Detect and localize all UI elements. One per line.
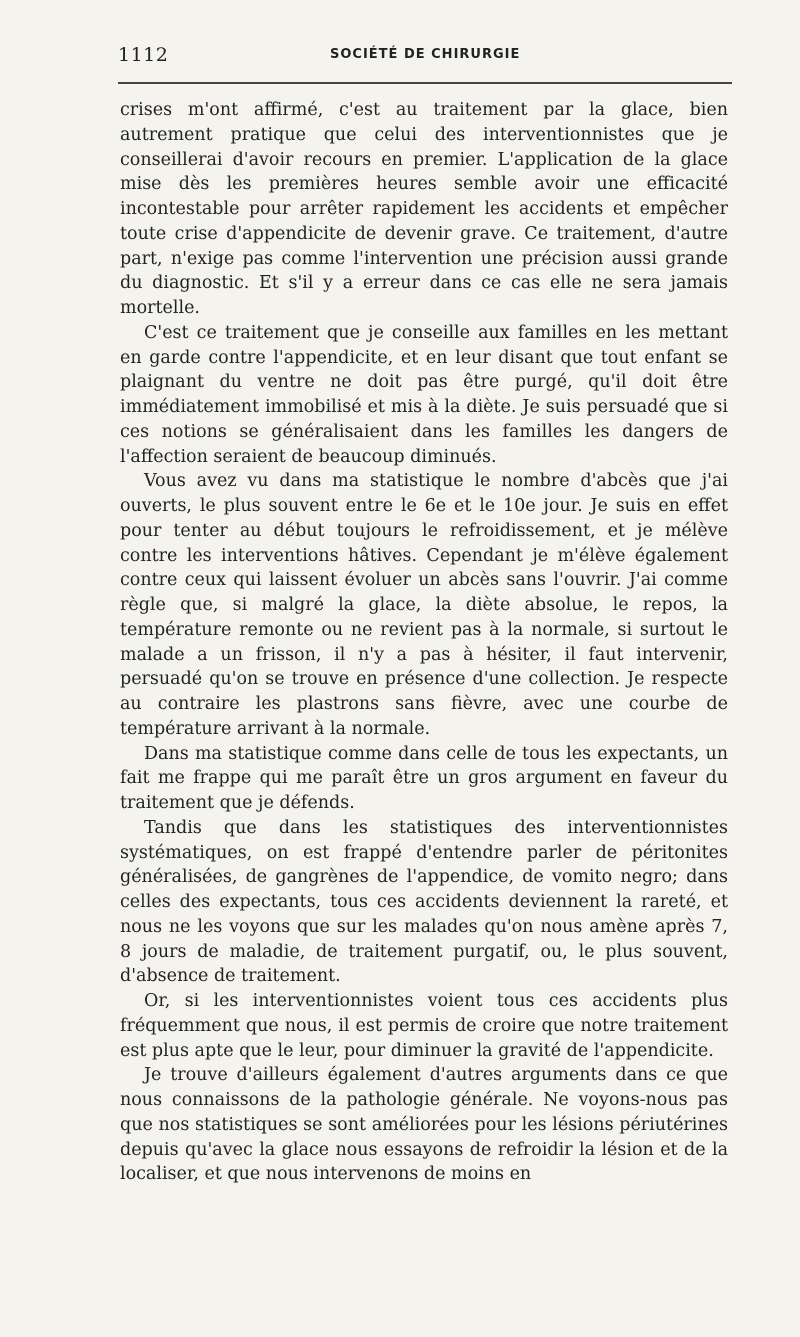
paragraph-3: Vous avez vu dans ma statistique le nombre d'abcès que j'ai ouverts, le plus souvent entre le 6e et le 10e jour. Je suis en effet pour tenter au début toujours le refroidissement, et je mélève contre les interventions hâtives. Cependant je m'élève également contre ceux qui laissent évoluer un abcès sans l'ouvrir. J'ai comme règle que, si malgré la glace, la diète absolue, le repos, la température remonte ou ne revient pas à la normale, si surtout le malade a un frisson, il n'y a pas à hésiter, il faut intervenir, persuadé qu'on se trouve en présence d'une collection. Je respecte au contraire les plastrons sans fièvre, avec une courbe de température arrivant à la normale. [120, 471, 728, 739]
paragraph-6: Or, si les interventionnistes voient tous ces accidents plus fréquemment que nous, il est permis de croire que notre traitement est plus apte que le leur, pour diminuer la gravité de l'appendicite. [120, 991, 728, 1061]
paragraph-1: crises m'ont affirmé, c'est au traitement par la glace, bien autrement pratique que celui des interventionnistes que je conseillerai d'avoir recours en premier. L'application de la glace mise dès les premières heures semble avoir une efficacité incontestable pour arrêter rapidement les accidents et empêcher toute crise d'appendicite de devenir grave. Ce traitement, d'autre part, n'exige pas comme l'intervention une précision aussi grande du diagnostic. Et s'il y a erreur dans ce cas elle ne sera jamais mortelle. [120, 100, 728, 318]
paragraph-2: C'est ce traitement que je conseille aux familles en les mettant en garde contre l'appendicite, et en leur disant que tout enfant se plaignant du ventre ne doit pas être purgé, qu'il doit être immédiatement immobilisé et mis à la diète. Je suis persuadé que si ces notions se généralisaient dans les familles les dangers de l'affection seraient de beaucoup diminués. [120, 322, 728, 467]
paragraph-5: Tandis que dans les statistiques des interventionnistes systématiques, on est frappé d'entendre parler de péritonites généralisées, de gangrènes de l'appendice, de vomito negro; dans celles des expectants, tous ces accidents deviennent la rareté, et nous ne les voyons que sur les malades qu'on nous amène après 7, 8 jours de maladie, de traitement purgatif, ou, le plus souvent, d'absence de traitement. [120, 817, 728, 987]
page-number: 1112 [118, 44, 169, 66]
paragraph-7: Je trouve d'ailleurs également d'autres arguments dans ce que nous connaissons de la pathologie générale. Ne voyons-nous pas que nos statistiques se sont améliorées pour les lésions périutérines depuis qu'avec la glace nous essayons de refroidir la lésion et de la localiser, et que nous intervenons de moins en [120, 1065, 728, 1185]
header-rule [118, 82, 732, 84]
running-title: SOCIÉTÉ DE CHIRURGIE [330, 47, 521, 62]
body-text [120, 98, 728, 1187]
paragraph-4: Dans ma statistique comme dans celle de tous les expectants, un fait me frappe qui me paraît être un gros argument en faveur du traitement que je défends. [120, 743, 728, 813]
